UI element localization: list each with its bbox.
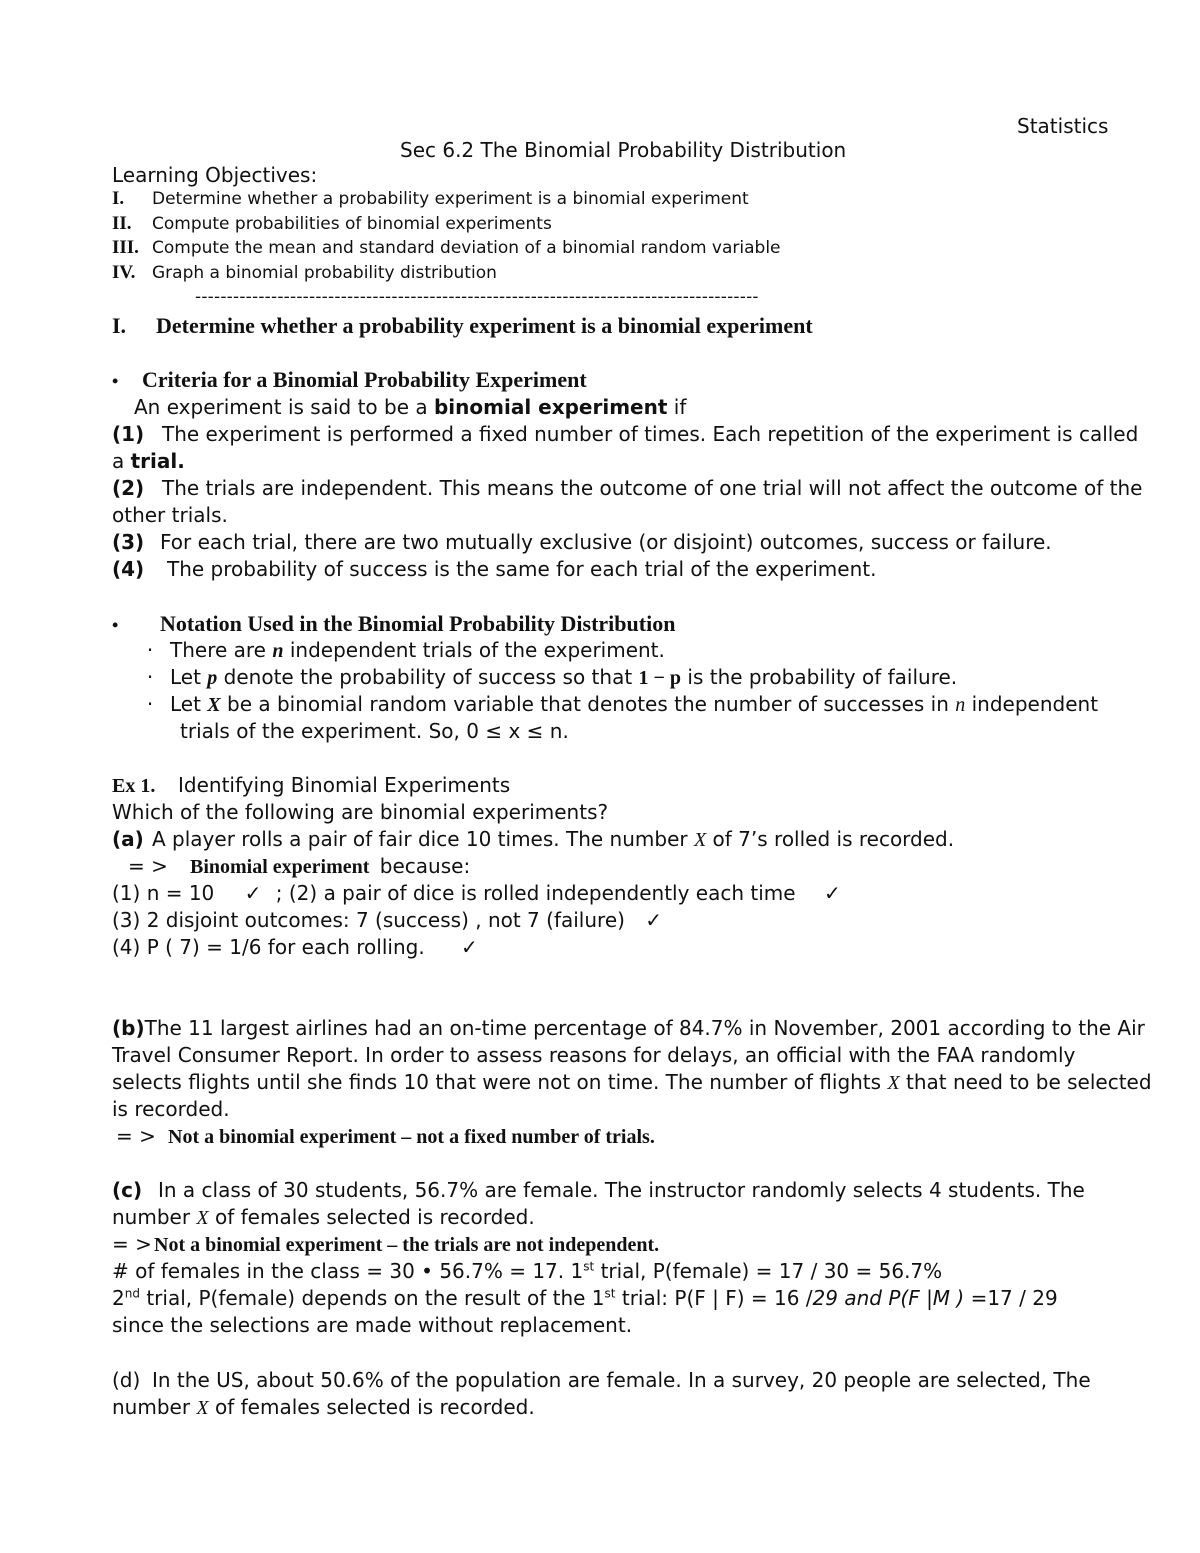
notation-item: · Let X be a binomial random variable that denotes the number of successes in n independent [130, 692, 1098, 717]
page-title: Sec 6.2 The Binomial Probability Distribution [400, 138, 847, 162]
check-icon: ✓ [645, 908, 663, 932]
objective-num: I. [112, 188, 125, 209]
part-c-line: number X of females selected is recorded. [112, 1205, 535, 1229]
part-c-verdict: = > Not a binomial experiment – the trials are not independent. [112, 1232, 660, 1256]
part-a-reason-1: (1) n = 10 ✓ ; (2) a pair of dice is rolled independently each time ✓ [112, 881, 841, 905]
section-divider: ----------------------------------------------------------------------------------------- [195, 287, 759, 307]
part-c: (c) In a class of 30 students, 56.7% are female. The instructor randomly selects 4 students. The [112, 1178, 1085, 1202]
notation-item-cont: trials of the experiment. So, 0 ≤ x ≤ n. [180, 719, 569, 743]
bullet-icon: • [112, 615, 119, 635]
part-b-line: Travel Consumer Report. In order to assess reasons for delays, an official with the FAA randomly [112, 1043, 1076, 1067]
example-heading: Ex 1. Identifying Binomial Experiments [112, 773, 511, 797]
bullet-icon: · [146, 638, 154, 662]
criteria-heading: • Criteria for a Binomial Probability Experiment [112, 367, 587, 392]
criterion-1-cont: a trial. [112, 449, 185, 473]
bullet-icon: · [146, 665, 154, 689]
criterion-3: (3) For each trial, there are two mutually exclusive (or disjoint) outcomes, success or failure. [112, 530, 1052, 554]
objective-num: III. [112, 237, 139, 258]
notation-item: · There are n independent trials of the experiment. [130, 638, 665, 663]
objective-text: Compute the mean and standard deviation of a binomial random variable [152, 238, 781, 258]
part-c-line: # of females in the class = 30 • 56.7% = 17. 1st trial, P(female) = 17 / 30 = 56.7% [112, 1259, 943, 1283]
objective-item [112, 262, 497, 285]
criterion-4: (4) The probability of success is the same for each trial of the experiment. [112, 557, 877, 581]
section-title: Determine whether a probability experiment is a binomial experiment [156, 313, 813, 338]
objectives-heading: Learning Objectives: [112, 163, 318, 187]
part-d-line: number X of females selected is recorded. [112, 1395, 535, 1419]
objective-item [112, 213, 552, 236]
objective-text: Graph a binomial probability distribution [152, 263, 497, 283]
bullet-icon: · [146, 692, 154, 716]
bullet-icon: • [112, 371, 119, 391]
part-b-verdict: = > Not a binomial experiment – not a fixed number of trials. [116, 1124, 655, 1148]
check-icon: ✓ [461, 935, 478, 959]
criterion-1: (1) The experiment is performed a fixed number of times. Each repetition of the experiment is called [112, 422, 1139, 446]
objective-num: IV. [112, 262, 136, 283]
objective-text: Compute probabilities of binomial experiments [152, 214, 552, 234]
notation-heading: • Notation Used in the Binomial Probability Distribution [112, 611, 676, 636]
check-icon: ✓ [244, 881, 262, 905]
part-c-line: 2nd trial, P(female) depends on the result of the 1st trial: P(F | F) = 16 /29 and P(F |M ) =17 / 29 [112, 1286, 1058, 1310]
objective-item [112, 237, 781, 260]
section-num: I. [112, 313, 127, 338]
criterion-2-cont: other trials. [112, 503, 228, 527]
objective-num: II. [112, 213, 132, 234]
objective-item [112, 188, 749, 211]
section-heading [112, 313, 813, 339]
subject-label: Statistics [1017, 114, 1109, 138]
part-a-verdict: = > Binomial experiment because: [128, 854, 471, 878]
part-b-line: selects flights until she finds 10 that were not on time. The number of flights X that need to be selected [112, 1070, 1152, 1094]
check-icon: ✓ [823, 881, 841, 905]
part-b: (b)The 11 largest airlines had an on-time percentage of 84.7% in November, 2001 according to the Air [112, 1016, 1145, 1040]
part-a-reason-2: (3) 2 disjoint outcomes: 7 (success) , not 7 (failure) ✓ [112, 908, 663, 932]
part-c-line: since the selections are made without replacement. [112, 1313, 633, 1337]
part-a-reason-3: (4) P ( 7) = 1/6 for each rolling. ✓ [112, 935, 478, 959]
objective-text: Determine whether a probability experiment is a binomial experiment [152, 189, 749, 209]
notation-item: · Let p denote the probability of success so that 1 − p is the probability of failure. [130, 665, 957, 690]
example-question: Which of the following are binomial experiments? [112, 800, 609, 824]
criterion-2: (2) The trials are independent. This means the outcome of one trial will not affect the outcome of the [112, 476, 1143, 500]
part-b-line: is recorded. [112, 1097, 230, 1121]
criteria-intro: An experiment is said to be a binomial experiment if [134, 395, 687, 419]
part-a: (a) A player rolls a pair of fair dice 10 times. The number X of 7’s rolled is recorded. [112, 827, 955, 851]
part-d: (d) In the US, about 50.6% of the population are female. In a survey, 20 people are selected, The [112, 1368, 1091, 1392]
